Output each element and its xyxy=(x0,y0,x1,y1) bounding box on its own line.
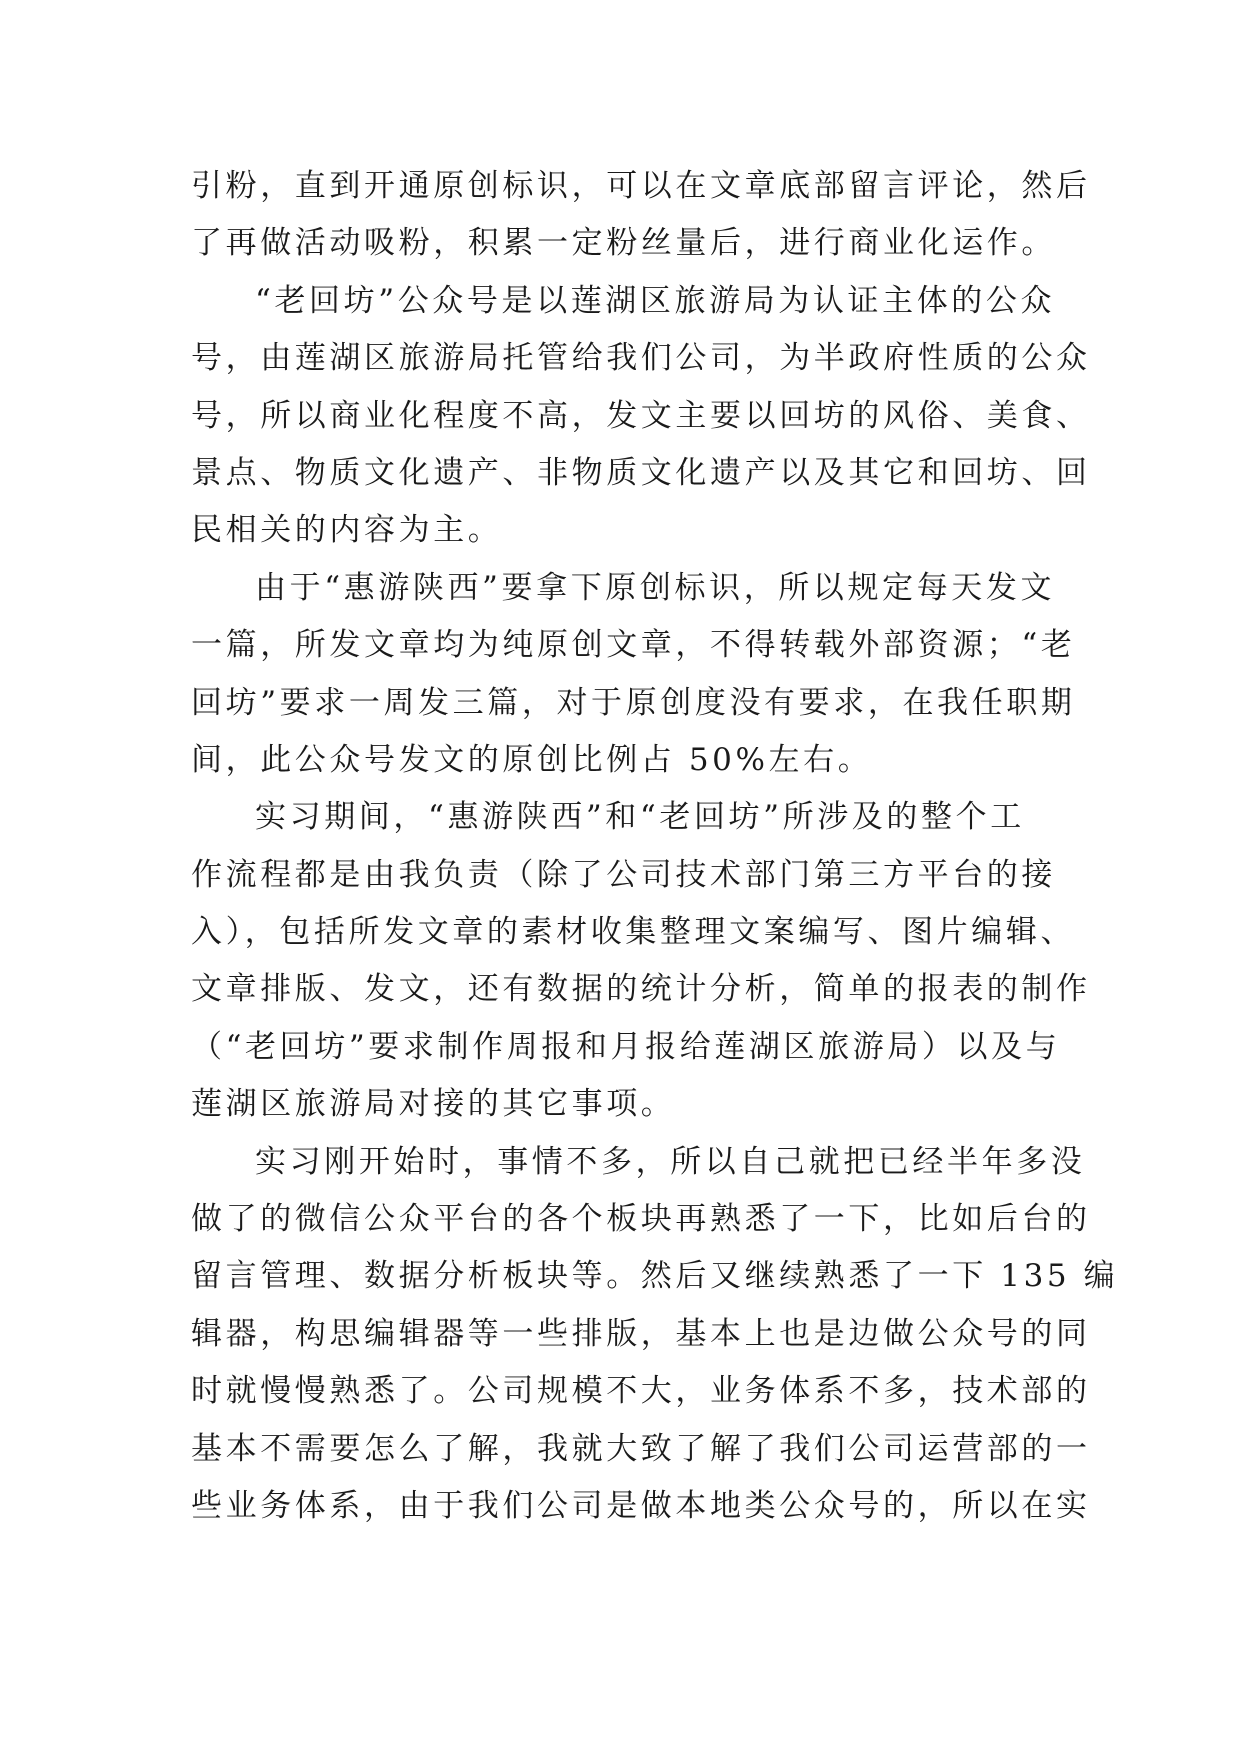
text-line: （“老回坊”要求制作周报和月报给莲湖区旅游局）以及与 xyxy=(191,1028,1061,1065)
text-line: 作流程都是由我负责（除了公司技术部门第三方平台的接 xyxy=(191,856,1056,893)
text-line: 时就慢慢熟悉了。公司规模不大，业务体系不多，技术部的 xyxy=(191,1373,1091,1410)
text-line: 莲湖区旅游局对接的其它事项。 xyxy=(191,1086,676,1123)
paragraph-p1 xyxy=(191,158,1091,273)
text-line: 引粉，直到开通原创标识，可以在文章底部留言评论，然后 xyxy=(191,168,1091,204)
text-line: 入），包括所发文章的素材收集整理文案编写、图片编辑、 xyxy=(191,914,1076,951)
text-line: 实习刚开始时，事情不多，所以自己就把已经半年多没 xyxy=(255,1143,1086,1180)
paragraph-p4 xyxy=(191,789,1091,1133)
text-line: 民相关的内容为主。 xyxy=(191,512,503,549)
text-line: 了再做活动吸粉，积累一定粉丝量后，进行商业化运作。 xyxy=(191,225,1056,262)
text-line: 景点、物质文化遗产、非物质文化遗产以及其它和回坊、回 xyxy=(191,454,1091,491)
paragraph-p2 xyxy=(191,273,1091,560)
text-line: 间，此公众号发文的原创比例占 50%左右。 xyxy=(191,741,873,778)
text-line: 留言管理、数据分析板块等。然后又继续熟悉了一下 135 编 xyxy=(191,1258,1119,1295)
text-line: 做了的微信公众平台的各个板块再熟悉了一下，比如后台的 xyxy=(191,1201,1091,1238)
paragraph-p5 xyxy=(191,1134,1119,1536)
text-line: “老回坊”公众号是以莲湖区旅游局为认证主体的公众 xyxy=(255,282,1056,319)
text-line: 文章排版、发文，还有数据的统计分析，简单的报表的制作 xyxy=(191,971,1091,1008)
text-line: 号，所以商业化程度不高，发文主要以回坊的风俗、美食、 xyxy=(191,397,1091,434)
text-line: 由于“惠游陕西”要拿下原创标识，所以规定每天发文 xyxy=(255,569,1056,606)
text-line: 号，由莲湖区旅游局托管给我们公司，为半政府性质的公众 xyxy=(191,340,1091,377)
text-line: 些业务体系，由于我们公司是做本地类公众号的，所以在实 xyxy=(191,1487,1091,1524)
text-line: 基本不需要怎么了解，我就大致了解了我们公司运营部的一 xyxy=(191,1430,1091,1467)
text-line: 辑器，构思编辑器等一些排版，基本上也是边做公众号的同 xyxy=(191,1315,1091,1352)
body-text xyxy=(191,158,1119,1535)
text-line: 一篇，所发文章均为纯原创文章，不得转载外部资源；“老 xyxy=(191,627,1076,664)
text-line: 实习期间，“惠游陕西”和“老回坊”所涉及的整个工 xyxy=(255,799,1025,836)
paragraph-p3 xyxy=(191,560,1076,790)
text-line: 回坊”要求一周发三篇，对于原创度没有要求，在我任职期 xyxy=(191,684,1076,721)
